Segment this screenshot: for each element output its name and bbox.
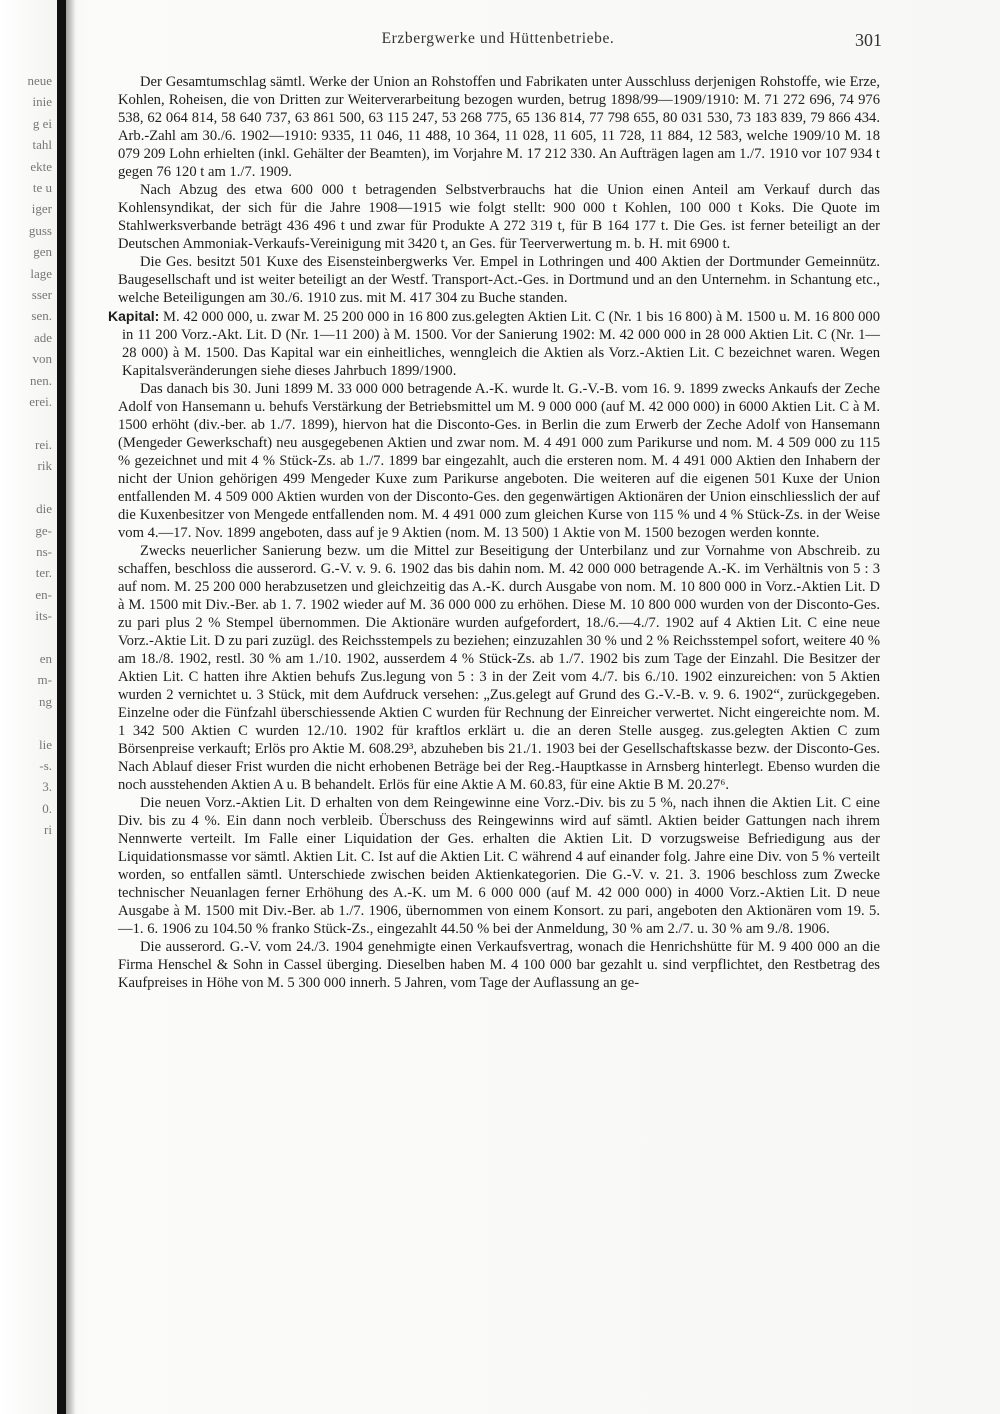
paragraph-preferred-shares	[118, 794, 880, 938]
paragraph-capital-increase-1899	[118, 380, 880, 542]
bleed-fragment	[0, 413, 54, 434]
bleed-fragment: ade	[33, 329, 52, 345]
paragraph-text: Die ausserord. G.-V. vom 24./3. 1904 genehmigte einen Verkaufsvertrag, wonach die Henrichshütte für M. 9 400 000 an die Firma Henschel & Sohn in Cassel überging. Dieselben haben M. 4 100 000 bar gezahlt u. sind verpflichtet, den Restbetrag des Kaufpreises in Höhe von M. 5 300 000 innerh. 5 Jahren, vom Tage der Auflassung an ge-	[118, 939, 880, 991]
bleed-fragment: ter.	[35, 565, 52, 581]
bleed-fragment: iger	[31, 201, 52, 217]
paragraph-text: Nach Abzug des etwa 600 000 t betragenden Selbstverbrauchs hat die Union einen Anteil am Verkauf durch das Kohlensyndikat, der sich für die Jahre 1908—1915 wie folgt stellt: 900 000 t Kohlen, 100 000 t Koks. Die Quote im Stahlwerksverbande beträgt 436 496 t und zwar für Produkte A 272 319 t, für B 164 177 t. Die Ges. ist ferner beteiligt an der Deutschen Ammoniak-Verkaufs-Vereinigung mit 3420 t, an Ges. für Teerverwertung m. b. H. mit 6900 t.	[118, 182, 880, 252]
bleed-fragment: neue	[27, 73, 52, 88]
bleed-fragment: m-	[37, 672, 52, 688]
bleed-fragment: lage	[30, 265, 52, 281]
running-head: Erzbergwerke und Hüttenbetriebe.	[381, 30, 615, 47]
bleed-fragment: gen	[33, 244, 52, 260]
bleed-fragment: rei.	[35, 436, 52, 452]
gutter-shadow	[66, 0, 76, 1414]
bleed-fragment: te u	[32, 180, 52, 196]
bleed-fragment: guss	[28, 222, 52, 238]
bleed-fragment: lie	[39, 736, 52, 752]
paragraph-holdings	[118, 253, 880, 307]
paragraph-sanierung-1902	[118, 542, 880, 794]
bleed-fragment: sen.	[31, 308, 52, 324]
bleed-fragment	[0, 477, 54, 498]
bleed-fragment: ekte	[30, 158, 52, 174]
bleed-fragment: sser	[31, 287, 52, 303]
bleed-fragment: ns-	[36, 543, 52, 559]
page-number: 301	[855, 30, 882, 50]
bleed-fragment: its-	[35, 608, 52, 624]
paragraph-henrichshuette-sale	[118, 938, 880, 992]
paragraph-text: Der Gesamtumschlag sämtl. Werke der Union an Rohstoffen und Fabrikaten unter Ausschluss derjenigen Rohstoffe, wie Erze, Kohlen, Roheisen, die von Dritten zur Weiterverarbeitung bezogen wurden, betrug 1898/99—1909/1910: M. 71 272 696, 74 976 538, 62 064 814, 58 640 737, 63 861 500, 63 115 247, 53 268 775, 65 136 814, 77 798 655, 80 031 530, 73 183 839, 79 866 434. Arb.-Zahl am 30./6. 1902—1910: 9335, 11 046, 11 488, 10 364, 11 028, 11 605, 11 728, 11 884, 12 583, welche 1909/10 M. 18 079 209 Lohn erhielten (inkl. Gehälter der Beamten), im Vorjahre M. 17 212 330. An Aufträgen lagen am 1./7. 1910 vor 107 934 t gegen 76 120 t am 1./7. 1909.	[118, 74, 880, 180]
facing-page-fragments	[0, 70, 54, 841]
bleed-fragment: en	[39, 650, 52, 666]
bleed-fragment: tahl	[32, 137, 52, 153]
paragraph-text: Die neuen Vorz.-Aktien Lit. D erhalten von dem Reingewinne eine Vorz.-Div. bis zu 5 %, nach ihnen die Aktien Lit. C eine Div. bis zu 4 %. Ein dann noch verbleib. Überschuss des Reingewinns wird auf sämtl. Aktien beider Gattungen nach ihrem Nennwerte verteilt. Im Falle einer Liquidation der Ges. erhalten die Aktien Lit. D vorzugsweise Befriedigung aus der Liquidationsmasse vor sämtl. Aktien Lit. C. Ist auf die Aktien Lit. C während 4 auf einander folg. Jahre eine Div. von 5 % verteilt worden, so entfallen sämtl. Unterschiede zwischen beiden Aktienkategorien. Die G.-V. v. 21. 3. 1906 beschloss zum Zwecke technischer Neuanlagen ferner Erhöhung des A.-K. um M. 6 000 000 (auf M. 42 000 000) in 4000 Vorz.-Aktien Lit. D neue Ausgabe à M. 1500 mit Div.-Ber. ab 1./7. 1906, übernommen von einem Konsort. zu pari, angeboten den Aktionären vom 19. 5.—1. 6. 1906 zu 104.50 % franko Stück-Zs., eingezahlt 44.50 % bei der Anmeldung, 30 % am 2./7. u. 30 % am 9./8. 1906.	[118, 795, 880, 937]
bleed-fragment: ng	[39, 693, 52, 709]
bleed-fragment: nen.	[29, 372, 52, 388]
bleed-fragment: g ei	[32, 115, 52, 131]
paragraph-syndicate	[118, 181, 880, 253]
book-page	[108, 0, 882, 1414]
capital-label: Kapital:	[108, 308, 160, 324]
bleed-fragment: von	[32, 351, 52, 367]
paragraph-text: Das danach bis 30. Juni 1899 M. 33 000 000 betragende A.-K. wurde lt. G.-V.-B. vom 16. 9. 1899 zwecks Ankaufs der Zeche Adolf von Hansemann u. behufs Verstärkung der Betriebsmittel um M. 9 000 000 (auf M. 42 000 000) in 6000 Aktien Lit. C à M. 1500 erhöht (div.-ber. ab 1./7. 1899), hiervon hat die Disconto-Ges. in Berlin die zum Erwerb der Zeche Adolf von Hansemann (Mengeder Gewerkschaft) neu ausgegebenen Aktien und zwar nom. M. 4 491 000 zum Parikurse und nom. M. 4 509 000 zu 115 % gezeichnet und mit 4 % Stück-Zs. ab 1./7. 1899 bar eingezahlt, auch die ersteren nom. M. 4 491 000 Aktien den Inhabern der nicht der Union gehörigen 499 Mengeder Kuxe zum Parikurse angeboten. Die weiteren auf die eigenen 501 Kuxe der Union entfallenden M. 4 509 000 Aktien wurden von der Disconto-Ges. den gegenwärtigen Aktionären der Union einschliesslich der auf die Kuxenbesitzer von Mengede entfallenden nom. M. 4 491 000 zum gleichen Kurse von 115 % und 4 % Stück-Zs. in der Weise vom 4.—17. Nov. 1899 angeboten, dass auf je 9 Aktien (nom. M. 13 500) 1 Aktie von M. 1500 bezogen werden konnte.	[118, 381, 880, 541]
bleed-fragment: rik	[37, 458, 52, 474]
bleed-fragment	[0, 712, 54, 733]
paragraph-text: M. 42 000 000, u. zwar M. 25 200 000 in 16 800 zus.gelegten Aktien Lit. C (Nr. 1 bis 16 800) à M. 1500 u. M. 16 800 000 in 11 200 Vorz.-Akt. Lit. D (Nr. 1—11 200) à M. 1500. Vor der Sanierung 1902: M. 42 000 000 in 28 000 Aktien Lit. C (Nr. 1—28 000) à M. 1500. Das Kapital war ein einheitliches, wenngleich die Aktien als Vorz.-Aktien Lit. C bezeichnet waren. Wegen Kapitalsveränderungen siehe dieses Jahrbuch 1899/1900.	[122, 309, 880, 379]
bleed-fragment: 0.	[42, 800, 52, 816]
body-text	[108, 73, 880, 992]
bleed-fragment: en-	[35, 586, 52, 602]
bleed-fragment: inie	[32, 94, 52, 110]
bleed-fragment: ge-	[35, 522, 52, 538]
paragraph-text: Zwecks neuerlicher Sanierung bezw. um die Mittel zur Beseitigung der Unterbilanz und zur Vornahme von Abschreib. zu schaffen, beschloss die ausserord. G.-V. v. 9. 6. 1902 das bis dahin nom. M. 42 000 000 betragende A.-K. im Verhältnis von 5 : 3 auf nom. M. 25 200 000 herabzusetzen und gleichzeitig das A.-K. durch Ausgabe von nom. M. 10 800 000 in Vorz.-Aktien Lit. D à M. 1500 mit Div.-Ber. ab 1. 7. 1902 wieder auf M. 36 000 000 zu erhöhen. Diese M. 10 800 000 wurden von der Disconto-Ges. zu pari plus 2 % Stempel übernommen. Die Aktionäre wurden aufgefordert, 18./6.—4./7. 1902 auf 4 Aktien Lit. C eine neue Vorz.-Aktie Lit. D zu pari zuzügl. des Reichsstempels zu beziehen; einzuzahlen 30 % und 2 % Reichsstempel sofort, weitere 40 % am 18./8. 1902, restl. 30 % am 1./10. 1902, ausserdem 4 % Stück-Zs. ab 1./7. 1902 bis zum Tage der Einzahl. Die Besitzer der Aktien Lit. C hatten ihre Aktien behufs Zus.legung von 5 : 3 in der Zeit vom 4./7. bis 6./10. 1902 einzureichen: von 5 Aktien wurden 2 vernichtet u. 3 Stück, mit dem Aufdruck versehen: „Zus.gelegt auf Grund des G.-V.-B. v. 9. 6. 1902“, zurückgegeben. Einzelne oder die Fünfzahl überschiessende Aktien C wurden für Rechnung der Einreicher verwertet. Nicht eingereichte nom. M. 1 342 500 Aktien C wurden 12./10. 1902 für kraftlos erklärt u. die an deren Stelle ausgeg. zus.gelegten Aktien C zum Börsenpreise verkauft; Erlös pro Aktie M. 608.29³, abzuheben bis 21./1. 1903 bei der Gesellschaftskasse bezw. der Disconto-Ges. Nach Ablauf dieser Frist wurden die nicht erhobenen Beträge bei der Reg.-Hauptkasse in Arnsberg hinterlegt. Ebenso wurden die noch ausstehenden Aktien A u. B behandelt. Erlös für eine Aktie A M. 60.83, für eine Aktie B M. 20.27⁶.	[118, 543, 880, 793]
bleed-fragment: erei.	[29, 394, 52, 410]
bleed-fragment: die	[36, 501, 52, 517]
page-header	[118, 30, 882, 56]
paragraph-turnover	[118, 73, 880, 181]
bleed-fragment	[0, 627, 54, 648]
bleed-fragment: -s.	[39, 758, 52, 773]
bleed-fragment: ri	[44, 822, 52, 838]
paragraph-text: Die Ges. besitzt 501 Kuxe des Eisensteinbergwerks Ver. Empel in Lothringen und 400 Aktien der Dortmunder Gemeinnütz. Baugesellschaft und ist weiter beteiligt an der Westf. Transport-Act.-Ges. in Dortmund und an den Unternehm. in Schantung etc., welche Beteiligungen am 30./6. 1910 zus. mit M. 417 304 zu Buche standen.	[118, 254, 880, 306]
book-gutter	[57, 0, 66, 1414]
paragraph-capital	[108, 307, 880, 380]
bleed-fragment: 3.	[42, 779, 52, 795]
